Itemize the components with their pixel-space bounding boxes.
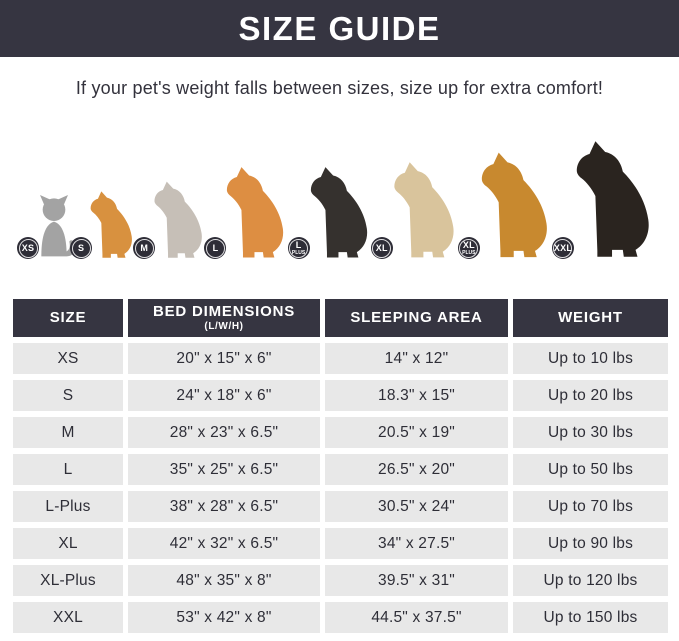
cell-weight: Up to 10 lbs xyxy=(513,343,668,374)
cell-sleeping-area: 34" x 27.5" xyxy=(325,528,508,559)
column-header-bed-dimensions xyxy=(128,299,320,337)
cell-bed-dimensions: 53" x 42" x 8" xyxy=(128,602,320,633)
badge-sublabel: PLUS xyxy=(462,249,476,256)
badge-label: M xyxy=(140,242,149,253)
column-header-label: SIZE xyxy=(49,308,87,326)
subtitle-text: If your pet's weight falls between sizes, size up for extra comfort! xyxy=(75,78,604,98)
size-table xyxy=(13,299,668,633)
shiba-inu-illustration xyxy=(219,164,293,259)
column-header-sublabel: (L/W/H) xyxy=(204,320,244,332)
column-header-label: SLEEPING AREA xyxy=(350,308,483,326)
border-collie-illustration xyxy=(303,164,377,259)
cell-size: M xyxy=(13,417,123,448)
cell-bed-dimensions: 48" x 35" x 8" xyxy=(128,565,320,596)
animal-border-collie xyxy=(291,164,377,259)
cell-bed-dimensions: 42" x 32" x 6.5" xyxy=(128,528,320,559)
cell-sleeping-area: 39.5" x 31" xyxy=(325,565,508,596)
cell-bed-dimensions: 28" x 23" x 6.5" xyxy=(128,417,320,448)
animal-doberman xyxy=(553,137,661,259)
cell-weight: Up to 30 lbs xyxy=(513,417,668,448)
cell-weight: Up to 120 lbs xyxy=(513,565,668,596)
column-header-weight xyxy=(513,299,668,337)
cell-weight: Up to 70 lbs xyxy=(513,491,668,522)
cell-sleeping-area: 44.5" x 37.5" xyxy=(325,602,508,633)
animal-shiba-inu xyxy=(212,164,293,259)
size-badge-xs xyxy=(17,237,39,259)
cell-weight: Up to 20 lbs xyxy=(513,380,668,411)
size-badge-xl xyxy=(371,237,393,259)
badge-label: XXL xyxy=(553,242,573,253)
size-badge-l-plus xyxy=(288,237,310,259)
golden-retriever-illustration xyxy=(473,149,558,259)
cell-size: L xyxy=(13,454,123,485)
column-header-size xyxy=(13,299,123,337)
column-header-label: WEIGHT xyxy=(558,308,623,326)
cell-size: L-Plus xyxy=(13,491,123,522)
cell-bed-dimensions: 24" x 18" x 6" xyxy=(128,380,320,411)
size-badge-xxl xyxy=(552,237,574,259)
badge-label: XL xyxy=(462,239,475,250)
badge-label: XS xyxy=(21,242,35,253)
cell-sleeping-area: 26.5" x 20" xyxy=(325,454,508,485)
pomeranian-illustration xyxy=(85,189,139,259)
badge-sublabel: PLUS xyxy=(291,249,306,256)
cell-bed-dimensions: 20" x 15" x 6" xyxy=(128,343,320,374)
column-header-label: BED DIMENSIONS xyxy=(152,303,296,321)
cell-sleeping-area: 30.5" x 24" xyxy=(325,491,508,522)
cell-weight: Up to 150 lbs xyxy=(513,602,668,633)
animal-labrador xyxy=(375,159,464,259)
page-title: SIZE GUIDE xyxy=(238,9,441,47)
labrador-illustration xyxy=(386,159,464,259)
cell-sleeping-area: 20.5" x 19" xyxy=(325,417,508,448)
cell-weight: Up to 50 lbs xyxy=(513,454,668,485)
size-badge-xl-plus xyxy=(458,237,480,259)
cell-weight: Up to 90 lbs xyxy=(513,528,668,559)
header-banner xyxy=(0,0,679,57)
cell-bed-dimensions: 38" x 28" x 6.5" xyxy=(128,491,320,522)
animal-french-bulldog xyxy=(140,179,210,259)
pet-size-lineup xyxy=(0,107,679,265)
size-badge-s xyxy=(70,237,92,259)
cell-size: XL-Plus xyxy=(13,565,123,596)
column-header-sleeping-area xyxy=(325,299,508,337)
cell-sleeping-area: 18.3" x 15" xyxy=(325,380,508,411)
animal-pomeranian xyxy=(78,189,139,259)
cell-size: XL xyxy=(13,528,123,559)
cell-size: XXL xyxy=(13,602,123,633)
french-bulldog-illustration xyxy=(148,179,210,259)
cell-size: XS xyxy=(13,343,123,374)
badge-label: XL xyxy=(375,242,388,253)
cell-sleeping-area: 14" x 12" xyxy=(325,343,508,374)
badge-label: L xyxy=(212,242,219,253)
badge-label: L xyxy=(295,239,302,250)
animal-golden-retriever xyxy=(462,149,558,259)
doberman-illustration xyxy=(567,137,661,259)
cell-bed-dimensions: 35" x 25" x 6.5" xyxy=(128,454,320,485)
cell-size: S xyxy=(13,380,123,411)
badge-label: S xyxy=(78,242,85,253)
